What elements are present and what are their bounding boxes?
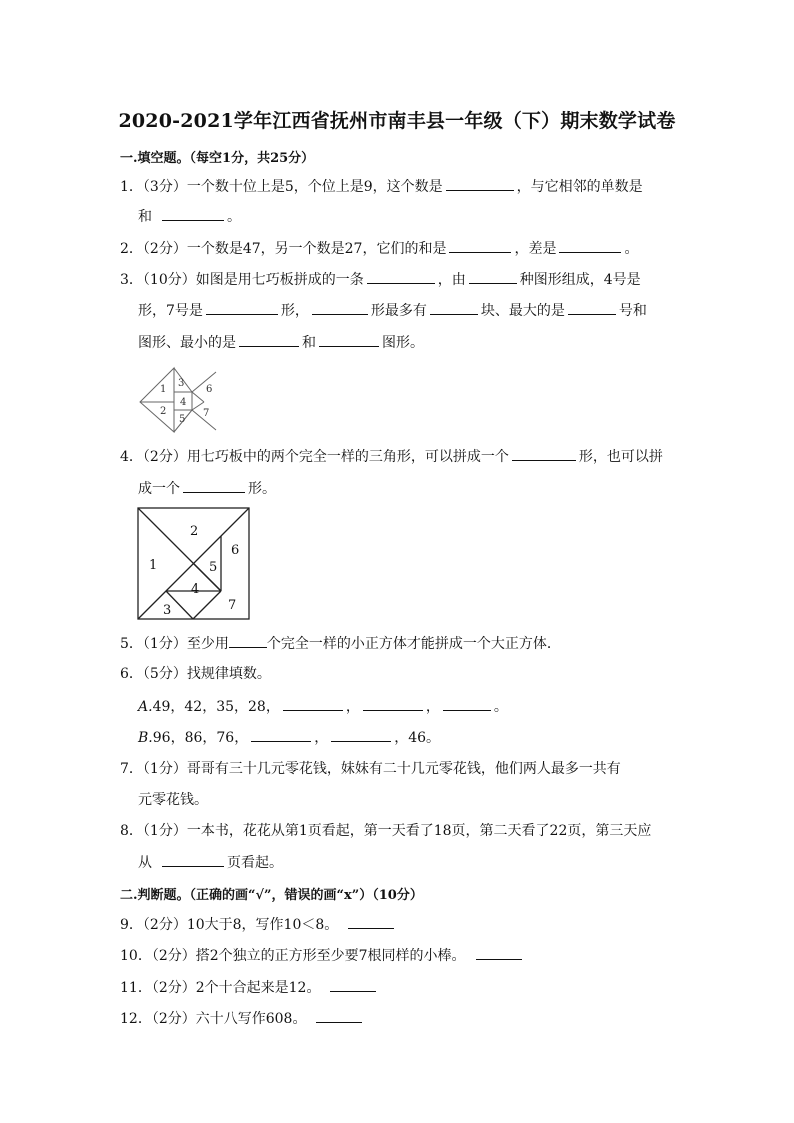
q3-text-i: 图形、最小的是 (138, 335, 236, 351)
fish-label-7: 7 (203, 408, 210, 419)
tangram-fish-diagram (138, 364, 220, 434)
q6-a-end: 。 (493, 699, 508, 715)
q6-b-blank-1[interactable] (251, 727, 311, 742)
q6-b-blank-2[interactable] (331, 727, 391, 742)
q3-blank-4[interactable] (312, 300, 368, 315)
q3-blank-1[interactable] (367, 269, 435, 284)
q3-text-g: 块、最大的是 (480, 303, 565, 319)
q6-label-b: B. (138, 730, 153, 746)
question-12 (120, 1008, 680, 1029)
question-1 (120, 176, 680, 197)
q11-blank[interactable] (330, 977, 376, 992)
q6-b-sep: ， (314, 730, 329, 746)
q3-text-a: 3．（10分）如图是用七巧板拼成的一条 (120, 272, 364, 288)
question-6-a (138, 696, 508, 717)
square-label-3: 3 (163, 603, 172, 618)
q12-blank[interactable] (316, 1008, 362, 1023)
question-7-cont (138, 790, 208, 810)
q3-blank-3[interactable] (206, 300, 278, 315)
question-1-cont (138, 206, 241, 227)
question-4-cont (138, 478, 276, 499)
q9-text: 9．（2分）10大于8，写作10＜8。 (120, 917, 339, 933)
q6-a-blank-2[interactable] (363, 696, 423, 711)
square-label-4: 4 (191, 582, 200, 597)
q7-text-b: 元零花钱。 (138, 792, 208, 808)
q6-a-sep-1: ， (345, 699, 360, 715)
question-8-cont (138, 852, 283, 873)
question-8 (120, 821, 680, 841)
q3-text-d: 形，7号是 (138, 303, 203, 319)
question-7 (120, 759, 680, 779)
fish-label-3: 3 (178, 378, 185, 389)
q1-text-d: 。 (227, 209, 241, 225)
q6-a-sep-2: ， (425, 699, 440, 715)
square-label-6: 6 (231, 543, 240, 558)
q1-blank-1[interactable] (446, 176, 514, 191)
q1-text-b: ，与它相邻的单数是 (516, 179, 643, 195)
q2-blank-1[interactable] (449, 238, 511, 253)
question-11 (120, 977, 680, 998)
q4-text-b: 形，也可以拼 (578, 449, 663, 465)
fish-body-outline (140, 368, 174, 432)
q1-text-c: 和 (138, 209, 152, 225)
q3-text-b: ，由 (437, 272, 466, 288)
q4-text-c: 成一个 (138, 481, 180, 497)
q7-text-a: 7．（1分）哥哥有三十几元零花钱，妹妹有二十几元零花钱，他们两人最多一共有 (120, 761, 621, 777)
fish-tail-top (192, 372, 216, 392)
fish-label-6: 6 (206, 384, 213, 395)
q2-text-a: 2．（2分）一个数是47，另一个数是27，它们的和是 (120, 241, 447, 257)
q2-text-c: 。 (624, 241, 639, 257)
question-3 (120, 269, 680, 290)
square-label-5: 5 (209, 560, 218, 575)
fish-label-2: 2 (160, 406, 167, 417)
question-4 (120, 446, 680, 467)
q8-blank[interactable] (162, 852, 224, 867)
q3-text-h: 号和 (618, 303, 647, 319)
q6-b-end: ，46。 (394, 730, 441, 746)
question-5 (120, 633, 680, 654)
q6-label-a: A. (138, 699, 153, 715)
fish-label-4: 4 (180, 397, 187, 408)
q6-text: 6．（5分）找规律填数。 (120, 666, 271, 682)
section-fill-in: 一.填空题。（每空1分，共25分） (120, 151, 315, 166)
q6-a-blank-1[interactable] (283, 696, 343, 711)
q9-blank[interactable] (348, 914, 394, 929)
q6-a-blank-3[interactable] (443, 696, 491, 711)
q2-text-b: ，差是 (514, 241, 557, 257)
q4-text-a: 4．（2分）用七巧板中的两个完全一样的三角形，可以拼成一个 (120, 449, 509, 465)
q4-text-d: 形。 (248, 481, 276, 497)
q3-text-j: 和 (302, 335, 316, 351)
section-true-false: 二.判断题。（正确的画“√”，错误的画“x”）（10分） (120, 888, 423, 903)
page-title: 2020-2021学年江西省抚州市南丰县一年级（下）期末数学试卷 (118, 110, 676, 132)
q10-text: 10．（2分）搭2个独立的正方形至少要7根同样的小棒。 (120, 948, 466, 964)
q4-blank-2[interactable] (183, 478, 245, 493)
question-6-b (138, 727, 440, 748)
q11-text: 11．（2分）2个十合起来是12。 (120, 980, 321, 996)
q3-text-k: 图形。 (382, 335, 424, 351)
question-9 (120, 914, 680, 935)
square-label-1: 1 (149, 558, 158, 573)
q5-text-a: 5．（1分）至少用 (120, 636, 229, 652)
question-3-cont-1 (138, 300, 647, 321)
q6-seq-a: 49，42，35，28， (152, 699, 280, 715)
q5-text-b: 个完全一样的小正方体才能拼成一个大正方体． (266, 636, 561, 652)
q10-blank[interactable] (476, 945, 522, 960)
fish-label-5: 5 (179, 414, 186, 425)
q12-text: 12．（2分）六十八写作608。 (120, 1011, 307, 1027)
q3-text-c: 种图形组成，4号是 (519, 272, 641, 288)
q3-blank-2[interactable] (469, 269, 517, 284)
q3-text-f: 形最多有 (370, 303, 427, 319)
q8-text-b: 从 (138, 855, 152, 871)
q6-seq-b: 96，86，76， (152, 730, 249, 746)
q3-blank-8[interactable] (319, 332, 379, 347)
square-label-2: 2 (190, 524, 199, 539)
fish-tail-inner-1 (192, 392, 204, 402)
q2-blank-2[interactable] (559, 238, 621, 253)
q3-blank-5[interactable] (430, 300, 478, 315)
q1-blank-2[interactable] (162, 206, 224, 221)
square-label-7: 7 (228, 598, 237, 613)
q3-blank-7[interactable] (239, 332, 299, 347)
q4-blank-1[interactable] (512, 446, 576, 461)
question-10 (120, 945, 680, 966)
q8-text-c: 页看起。 (227, 855, 283, 871)
q8-text-a: 8．（1分）一本书，花花从第1页看起，第一天看了18页，第二天看了22页，第三天应 (120, 823, 652, 839)
q3-text-e: 形， (280, 303, 309, 319)
question-6 (120, 664, 680, 684)
question-2 (120, 238, 680, 259)
q5-blank[interactable] (229, 633, 267, 648)
tangram-square-diagram (137, 507, 251, 621)
question-3-cont-2 (138, 332, 424, 353)
q3-blank-6[interactable] (568, 300, 616, 315)
fish-label-1: 1 (160, 384, 167, 395)
q1-text-a: 1．（3分）一个数十位上是5，个位上是9，这个数是 (120, 179, 443, 195)
